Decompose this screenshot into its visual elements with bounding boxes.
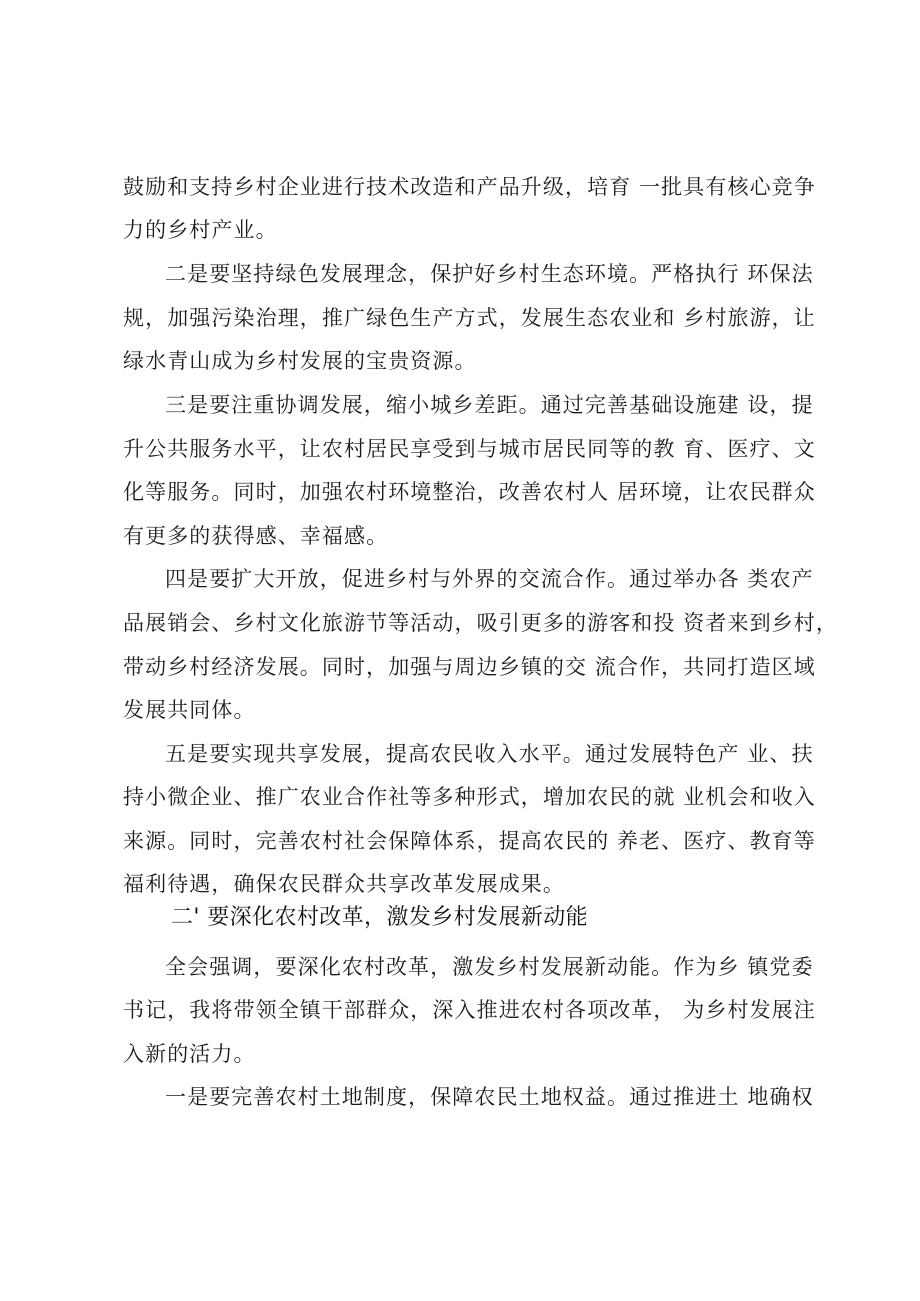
paragraph-line: 三是要注重协调发展，缩小城乡差距。通过完善基础设施建 设，提 bbox=[165, 393, 814, 417]
paragraph-line: 力的乡村产业。 bbox=[123, 218, 278, 242]
paragraph-line: 入新的活力。 bbox=[123, 1042, 256, 1066]
paragraph-line: 绿水青山成为乡村发展的宝贵资源。 bbox=[123, 349, 477, 373]
paragraph-line: 带动乡村经济发展。同时，加强与周边乡镇的交 流合作，共同打造区域 bbox=[123, 655, 816, 679]
paragraph-line: 来源。同时，完善农村社会保障体系，提高农民的 养老、医疗、教育等 bbox=[123, 829, 816, 853]
paragraph-line: 五是要实现共享发展，提高农民收入水平。通过发展特色产 业、扶 bbox=[165, 742, 814, 766]
section-heading: 二' 要深化农村改革，激发乡村发展新动能 bbox=[171, 905, 589, 930]
paragraph-line: 发展共同体。 bbox=[123, 698, 256, 722]
paragraph-line: 四是要扩大开放，促进乡村与外界的交流合作。通过举办各 类农产 bbox=[165, 567, 814, 591]
paragraph-line: 化等服务。同时，加强农村环境整治，改善农村人 居环境，让农民群众 bbox=[123, 480, 816, 504]
paragraph-line: 品展销会、乡村文化旅游节等活动，吸引更多的游客和投 资者来到乡村， bbox=[123, 611, 838, 635]
paragraph-line: 升公共服务水平，让农村居民享受到与城市居民同等的教 育、医疗、文 bbox=[123, 437, 816, 461]
paragraph-line: 持小微企业、推广农业合作社等多种形式，增加农民的就 业机会和收入 bbox=[123, 785, 816, 809]
paragraph-line: 书记，我将带领全镇干部群众，深入推进农村各项改革， 为乡村发展注 bbox=[123, 998, 816, 1022]
paragraph-line: 一是要完善农村土地制度，保障农民土地权益。通过推进土 地确权 bbox=[165, 1085, 814, 1109]
paragraph-line: 二是要坚持绿色发展理念，保护好乡村生态环境。严格执行 环保法 bbox=[165, 262, 814, 286]
paragraph-line: 全会强调，要深化农村改革，激发乡村发展新动能。作为乡 镇党委 bbox=[165, 955, 814, 979]
paragraph-line: 鼓励和支持乡村企业进行技术改造和产品升级，培育 一批具有核心竞争 bbox=[123, 175, 816, 199]
paragraph-line: 有更多的获得感、幸福感。 bbox=[123, 524, 389, 548]
paragraph-line: 福利待遇，确保农民群众共享改革发展成果。 bbox=[123, 872, 565, 896]
paragraph-line: 规，加强污染治理，推广绿色生产方式，发展生态农业和 乡村旅游，让 bbox=[123, 306, 816, 330]
